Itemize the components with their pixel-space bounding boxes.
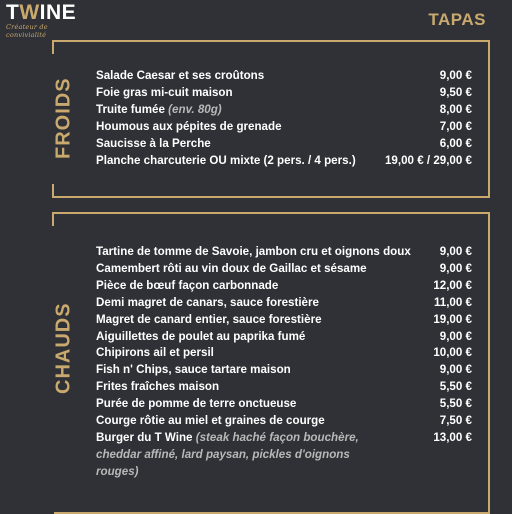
menu-item-name: [96, 244, 411, 261]
item-list: [96, 68, 472, 169]
dish-name: Demi magret de canars, sauce forestière: [96, 295, 319, 309]
dish-name: Saucisse à la Perche: [96, 136, 211, 150]
dish-name: Burger du T Wine: [96, 430, 193, 444]
dish-name: Truite fumée: [96, 102, 165, 116]
menu-item-price: 7,00 €: [439, 119, 472, 133]
menu-item: [96, 430, 472, 481]
dish-name: Salade Caesar et ses croûtons: [96, 69, 265, 82]
frame-edge: [52, 212, 54, 226]
menu-item-price: 6,00 €: [439, 136, 472, 150]
frame-edge: [52, 184, 54, 198]
menu-item-name: [96, 379, 219, 396]
dish-name: Magret de canard entier, sauce forestière: [96, 312, 322, 326]
menu-item-name: [96, 312, 322, 329]
dish-name: Houmous aux pépites de grenade: [96, 119, 282, 133]
menu-item-name: [96, 430, 392, 481]
section-label-chauds: CHAUDS: [52, 302, 75, 394]
menu-item: [96, 153, 472, 170]
dish-name: Camembert rôti au vin doux de Gaillac et sésame: [96, 261, 367, 275]
menu-item: [96, 68, 472, 85]
menu-item-name: [96, 345, 214, 362]
menu-item-price: 9,00 €: [439, 329, 472, 343]
menu-item-name: [96, 102, 222, 119]
menu-item-name: [96, 396, 296, 413]
dish-name: Foie gras mi-cuit maison: [96, 85, 233, 99]
menu-item: [96, 295, 472, 312]
menu-item: [96, 136, 472, 153]
menu-item-name: [96, 329, 305, 346]
menu-item: [96, 312, 472, 329]
menu-item-price: 5,50 €: [439, 380, 472, 394]
dish-note: (env. 80g): [168, 102, 222, 116]
menu-item-name: [96, 119, 282, 136]
menu-item-name: [96, 136, 211, 153]
menu-item: [96, 244, 472, 261]
section-chauds: [54, 212, 490, 514]
dish-name: Courge rôtie au miel et graines de courge: [96, 414, 325, 428]
menu-item-price: 13,00 €: [433, 430, 472, 444]
menu-item-price: 9,00 €: [439, 261, 472, 275]
logo-tagline: Créateur de convivialité: [6, 23, 48, 39]
logo-title: TWINE: [6, 1, 77, 24]
menu-item: [96, 119, 472, 136]
menu-item: [96, 261, 472, 278]
menu-item-price: 11,00 €: [433, 295, 472, 309]
menu-item-name: [96, 362, 291, 379]
menu-item-price: 10,00 €: [433, 346, 472, 360]
menu-item-price: 19,00 € / 29,00 €: [384, 153, 472, 167]
menu-item-name: [96, 278, 278, 295]
menu-item-price: 9,00 €: [439, 363, 472, 377]
dish-name: Aiguillettes de poulet au paprika fumé: [96, 329, 306, 343]
menu-item: [96, 85, 472, 102]
menu-item-price: 12,00 €: [433, 278, 472, 292]
dish-note: (steak haché façon bouchère, cheddar affiné, lard paysan, pickles d'oignons rouges): [96, 430, 359, 478]
item-list: [96, 244, 472, 481]
menu-item: [96, 413, 472, 430]
frame-corner: [54, 40, 64, 42]
menu-item-price: 7,50 €: [439, 414, 472, 428]
dish-name: Frites fraîches maison: [96, 380, 220, 394]
menu-item: [96, 379, 472, 396]
menu-item: [96, 278, 472, 295]
menu-item: [96, 102, 472, 119]
menu-item: [96, 362, 472, 379]
dish-name: Tartine de tomme de Savoie, jambon cru et oignons doux: [96, 245, 411, 258]
menu-item-name: [96, 68, 264, 85]
page-title: TAPAS: [428, 10, 486, 29]
dish-name: Pièce de bœuf façon carbonnade: [96, 278, 279, 292]
dish-name: Chipirons ail et persil: [96, 346, 214, 360]
menu-item-price: 19,00 €: [433, 312, 472, 326]
section-froids: [54, 40, 490, 198]
menu-item: [96, 329, 472, 346]
frame-edge: [52, 40, 54, 54]
menu-item-price: 9,00 €: [439, 245, 472, 258]
menu-item-name: [96, 295, 319, 312]
menu-item-name: [96, 261, 367, 278]
menu-item-price: 5,50 €: [439, 397, 472, 411]
menu-item: [96, 345, 472, 362]
frame-corner: [54, 196, 64, 198]
dish-name: Purée de pomme de terre onctueuse: [96, 397, 297, 411]
menu-item-name: [96, 85, 233, 102]
menu-item-price: 9,50 €: [439, 85, 472, 99]
menu-item: [96, 396, 472, 413]
menu-item-name: [96, 413, 325, 430]
section-label-froids: FROIDS: [52, 77, 75, 159]
menu-item-price: 9,00 €: [439, 69, 472, 82]
dish-name: Planche charcuterie OU mixte (2 pers. / 4 pers.): [96, 153, 356, 167]
menu-item-name: [96, 153, 356, 170]
logo: [6, 2, 86, 39]
frame-corner: [54, 212, 64, 214]
dish-name: Fish n' Chips, sauce tartare maison: [96, 363, 291, 377]
menu-item-price: 8,00 €: [439, 102, 472, 116]
